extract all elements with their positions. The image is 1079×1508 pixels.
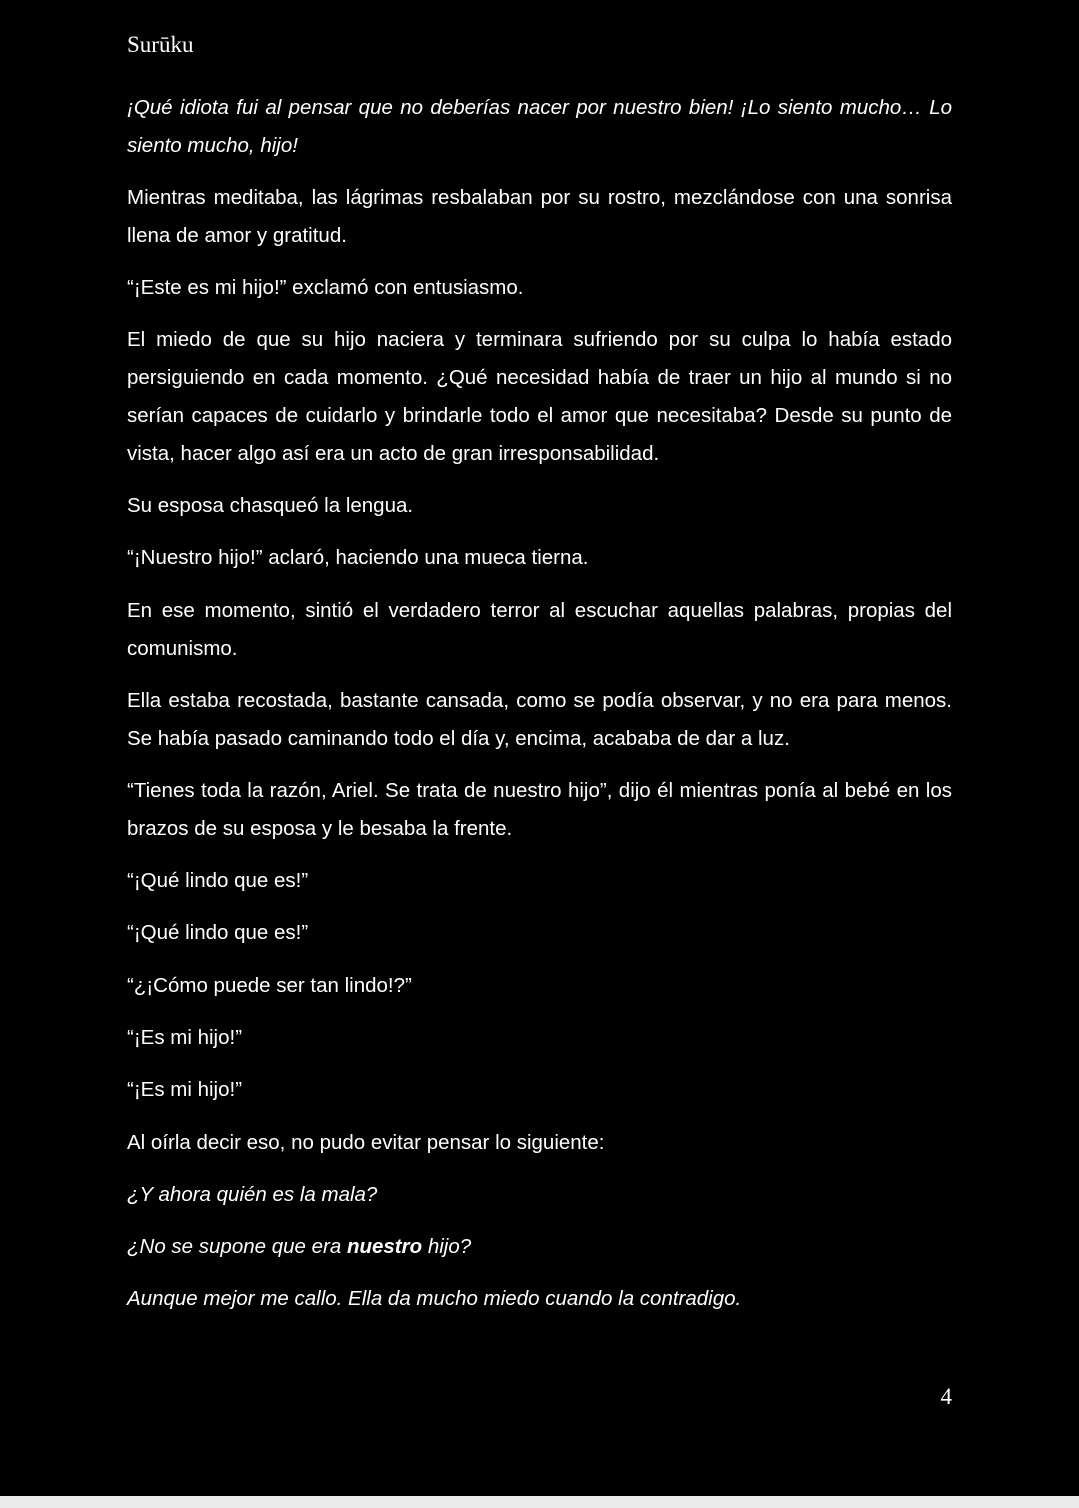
paragraph-17-start: ¿No se supone que era [127,1235,347,1259]
running-header: Surūku [127,32,194,57]
paragraph-15: Al oírla decir eso, no pudo evitar pensar lo siguiente: [127,1130,605,1154]
paragraph-17-emphasis: nuestro [346,1235,423,1259]
paragraph-14: “¡Es mi hijo!” [127,1078,243,1102]
paragraph-16: ¿Y ahora quién es la mala? [127,1182,378,1206]
paragraph-3: “¡Este es mi hijo!” exclamó con entusiasmo. [127,276,524,300]
paragraph-7: En ese momento, sintió el verdadero terror al escuchar aquellas palabras, propias del comunismo. [127,598,952,660]
page-number: 4 [940,1384,952,1409]
paragraph-2: Mientras meditaba, las lágrimas resbalaban por su rostro, mezclándose con una sonrisa llena de amor y gratitud. [127,186,952,247]
paragraph-9: “Tienes toda la razón, Ariel. Se trata de nuestro hijo”, dijo él mientras ponía al bebé en los brazos de su esposa y le besaba la frente. [127,778,952,840]
paragraph-17 [127,1228,952,1266]
paragraph-18: Aunque mejor me callo. Ella da mucho miedo cuando la contradigo. [127,1287,742,1311]
paragraph-1: ¡Qué idiota fui al pensar que no deberías nacer por nuestro bien! ¡Lo siento mucho… Lo siento mucho, hijo! [127,96,952,157]
paragraph-6: “¡Nuestro hijo!” aclaró, haciendo una mueca tierna. [127,546,589,570]
paragraph-8: Ella estaba recostada, bastante cansada, como se podía observar, y no era para menos. Se había pasado caminando todo el día y, encima, acababa de dar a luz. [127,688,952,750]
paragraph-5: Su esposa chasqueó la lengua. [127,494,414,518]
paragraph-17-end: hijo? [422,1235,472,1259]
body-text [127,89,952,1333]
paragraph-4: El miedo de que su hijo naciera y terminara sufriendo por su culpa lo había estado persiguiendo en cada momento. ¿Qué necesidad había de traer un hijo al mundo si no serían capaces de cuidarlo y brindarle todo el amor que necesitaba? Desde su punto de vista, hacer algo así era un acto de gran irresponsabilidad. [127,328,952,465]
page-bottom-edge [0,1496,1079,1508]
paragraph-11: “¡Qué lindo que es!” [127,921,309,945]
paragraph-13: “¡Es mi hijo!” [127,1025,243,1049]
paragraph-10: “¡Qué lindo que es!” [127,869,309,893]
paragraph-12: “¿¡Cómo puede ser tan lindo!?” [127,973,412,997]
